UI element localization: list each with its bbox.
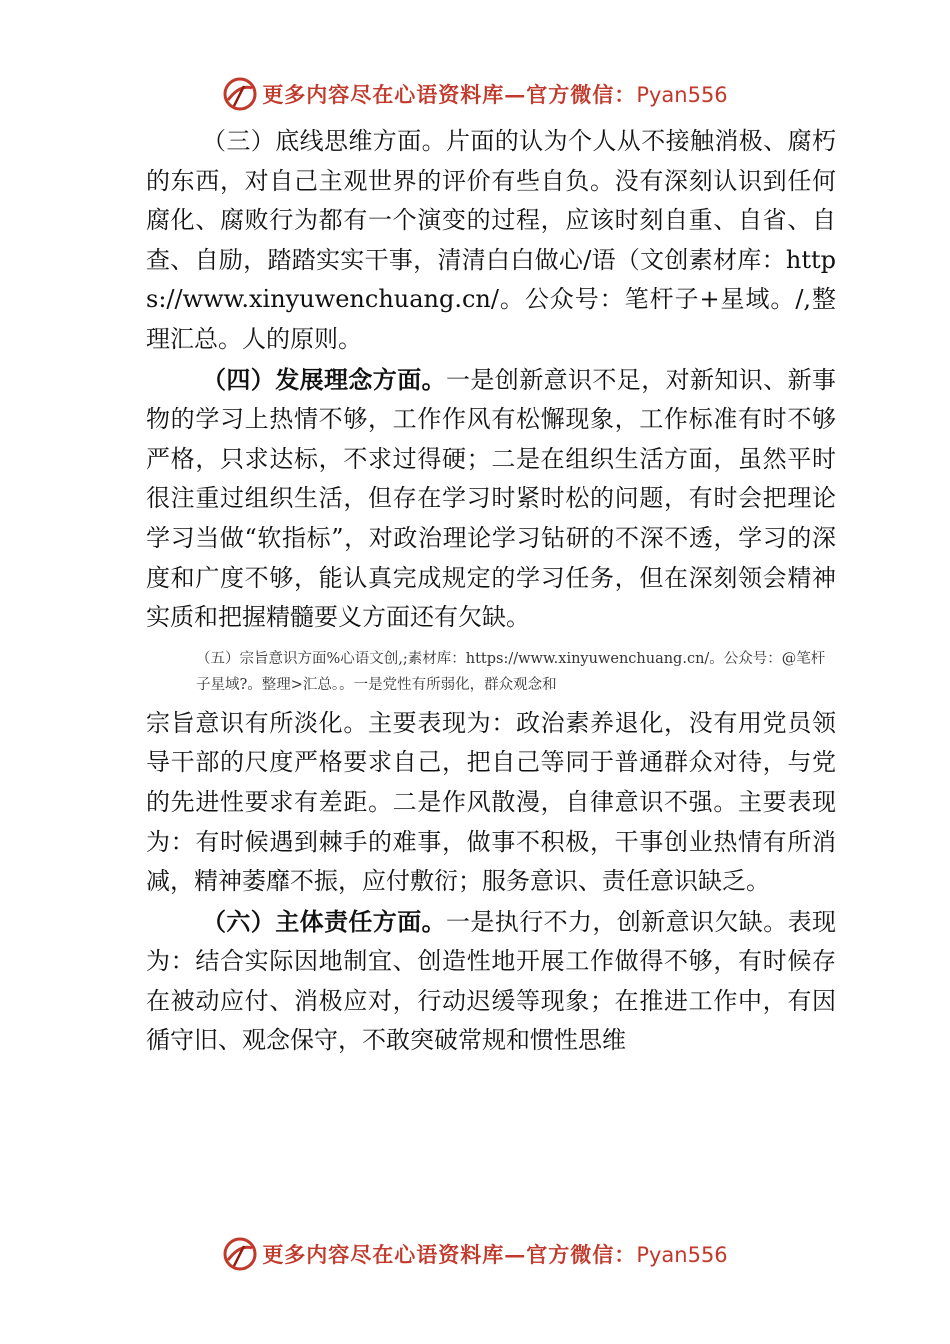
brand-logo-icon	[222, 1236, 258, 1272]
banner-contact: Pyan556	[636, 83, 728, 107]
section-5-note: （五）宗旨意识方面%心语文创,;素材库：https://www.xinyuwenchuang.cn/。公众号：@笔杆子星域?。整理>汇总。。一是党性有所弱化，群众观念和	[196, 650, 826, 693]
section-5-body: 宗旨意识有所淡化。主要表现为：政治素养退化，没有用党员领导干部的尺度严格要求自己，把自己等同于普通群众对待，与党的先进性要求有差距。二是作风散漫，自律意识不强。主要表现为：有时候遇到棘手的难事，做事不积极，干事创业热情有所消减，精神萎靡不振，应付敷衍；服务意识、责任意识缺乏。	[146, 708, 836, 896]
brand-logo-icon	[222, 76, 258, 112]
section-3: （三）底线思维方面。片面的认为个人从不接触消极、腐朽的东西，对自己主观世界的评价有些自负。没有深刻认识到任何腐化、腐败行为都有一个演变的过程，应该时刻自重、自省、自查、自励，踏踏实实干事，清清白白做心/语（文创素材库：https://www.xinyuwenchuang.cn/。公众号：笔杆子+星域。/,整理汇总。人的原则。	[146, 127, 836, 353]
section-4-heading: （四）发展理念方面。	[202, 364, 446, 394]
footer-banner-text: 更多内容尽在心语资料库—官方微信：Pyan556	[262, 1242, 728, 1267]
section-4-body: 一是创新意识不足，对新知识、新事物的学习上热情不够，工作作风有松懈现象，工作标准有时不够严格，只求达标，不求过得硬；二是在组织生活方面，虽然平时很注重过组织生活，但存在学习时紧时松的问题，有时会把理论学习当做“软指标”，对政治理论学习钻研的不深不透，学习的深度和广度不够，能认真完成规定的学习任务，但在深刻领会精神实质和把握精髓要义方面还有欠缺。	[146, 365, 836, 632]
banner-text: 更多内容尽在心语资料库—官方微信：Pyan556	[262, 82, 728, 107]
footer-banner-contact: Pyan556	[636, 1243, 728, 1267]
section-6-body: 一是执行不力，创新意识欠缺。表现为：结合实际因地制宜、创造性地开展工作做得不够，有时候存在被动应付、消极应对，行动迟缓等现象；在推进工作中，有因循守旧、观念保守，不敢突破常规和惯性思维	[146, 907, 836, 1055]
header-banner	[0, 72, 950, 116]
section-6-heading: （六）主体责任方面。	[202, 906, 446, 936]
section-6	[146, 902, 836, 1061]
document-body	[146, 122, 836, 1061]
footer-banner	[0, 1232, 950, 1276]
section-4	[146, 360, 836, 638]
